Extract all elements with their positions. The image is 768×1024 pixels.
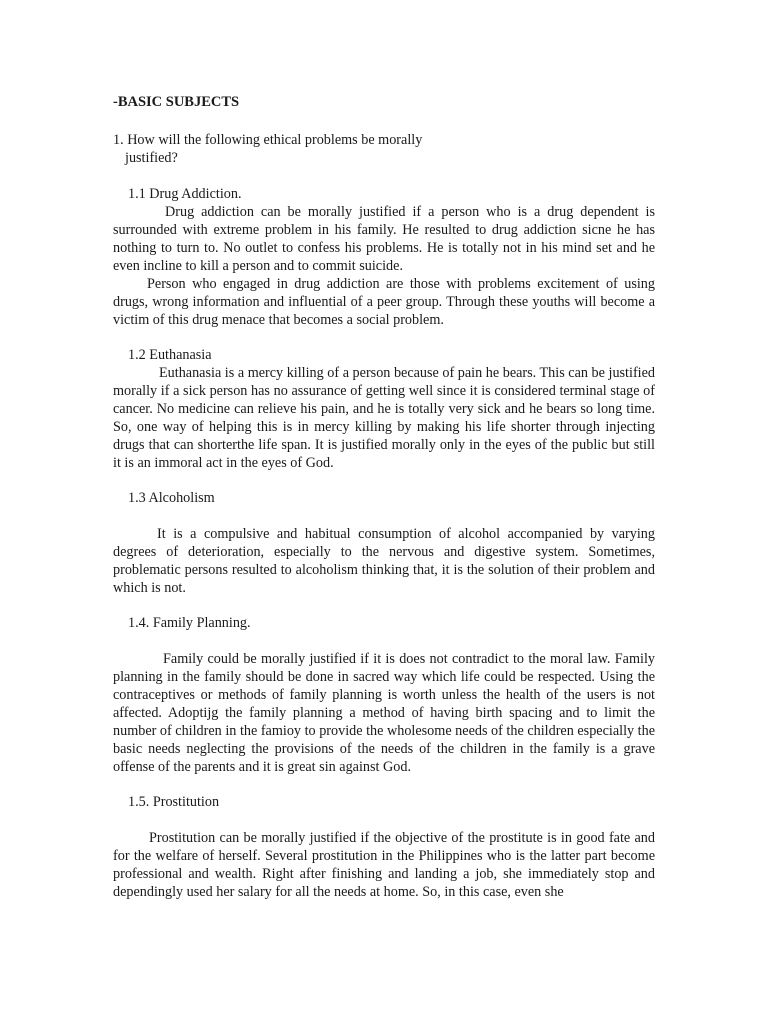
section-drug-addiction [113,185,655,329]
section-title-drug-addiction: 1.1 Drug Addiction. [128,186,242,202]
section-title-euthanasia: 1.2 Euthanasia [128,347,212,363]
document-page [113,94,655,918]
section-euthanasia [113,346,655,472]
section-alcoholism [113,489,655,597]
question-1 [113,131,655,167]
section-title-family-planning: 1.4. Family Planning. [128,615,251,631]
document-heading: -BASIC SUBJECTS [113,94,240,110]
paragraph-alcoholism-1: It is a compulsive and habitual consumption of alcohol accompanied by varying degrees of deterioration, especially to the nervous and digestive system. Sometimes, problematic persons resulted to alcoholism thinking that, it is the solution of their problem and which is not. [113,526,655,596]
paragraph-euthanasia-1: Euthanasia is a mercy killing of a person because of pain he bears. This can be justified morally if a sick person has no assurance of getting well since it is considered terminal stage of cancer. No medicine can relieve his pain, and he is totally very sick and he bears so long time. So, one way of helping this is in mercy killing by making his life shorter through injecting drugs that can shorterthe life span. It is justified morally only in the eyes of the public but still it is an immoral act in the eyes of God. [113,365,655,471]
question-line-1: 1. How will the following ethical problems be morally [113,132,423,148]
paragraph-drug-addiction-1: Drug addiction can be morally justified if a person who is a drug dependent is surrounded with extreme problem in his family. He resulted to drug addiction sicne he has nothing to turn to. No outlet to confess his problems. He is totally not in his mind set and he even incline to kill a person and to commit suicide. [113,204,655,274]
section-title-alcoholism: 1.3 Alcoholism [128,490,215,506]
paragraph-drug-addiction-2: Person who engaged in drug addiction are those with problems excitement of using drugs, wrong information and influential of a peer group. Through these youths will become a victim of this drug menace that becomes a social problem. [113,276,655,328]
question-line-2: justified? [125,150,178,166]
section-title-prostitution: 1.5. Prostitution [128,794,220,810]
paragraph-family-planning-1: Family could be morally justified if it is does not contradict to the moral law. Family planning in the family should be done in sacred way which life could be respected. Using the contraceptives or methods of family planning is worth unless the health of the users is not affected. Adoptijg the family planning a method of having birth spacing and to limit the number of children in the famioy to provide the wholesome needs of the children especially the basic needs neglecting the provisions of the needs of the children in the family is a grave offense of the parents and it is great sin against God. [113,651,655,775]
section-prostitution [113,793,655,901]
section-family-planning [113,614,655,776]
paragraph-prostitution-1: Prostitution can be morally justified if the objective of the prostitute is in good fate and for the welfare of herself. Several prostitution in the Philippines who is the latter part become professional and wealth. Right after finishing and landing a job, she immediately stop and dependingly used her salary for all the needs at home. So, in this case, even she [113,830,655,900]
